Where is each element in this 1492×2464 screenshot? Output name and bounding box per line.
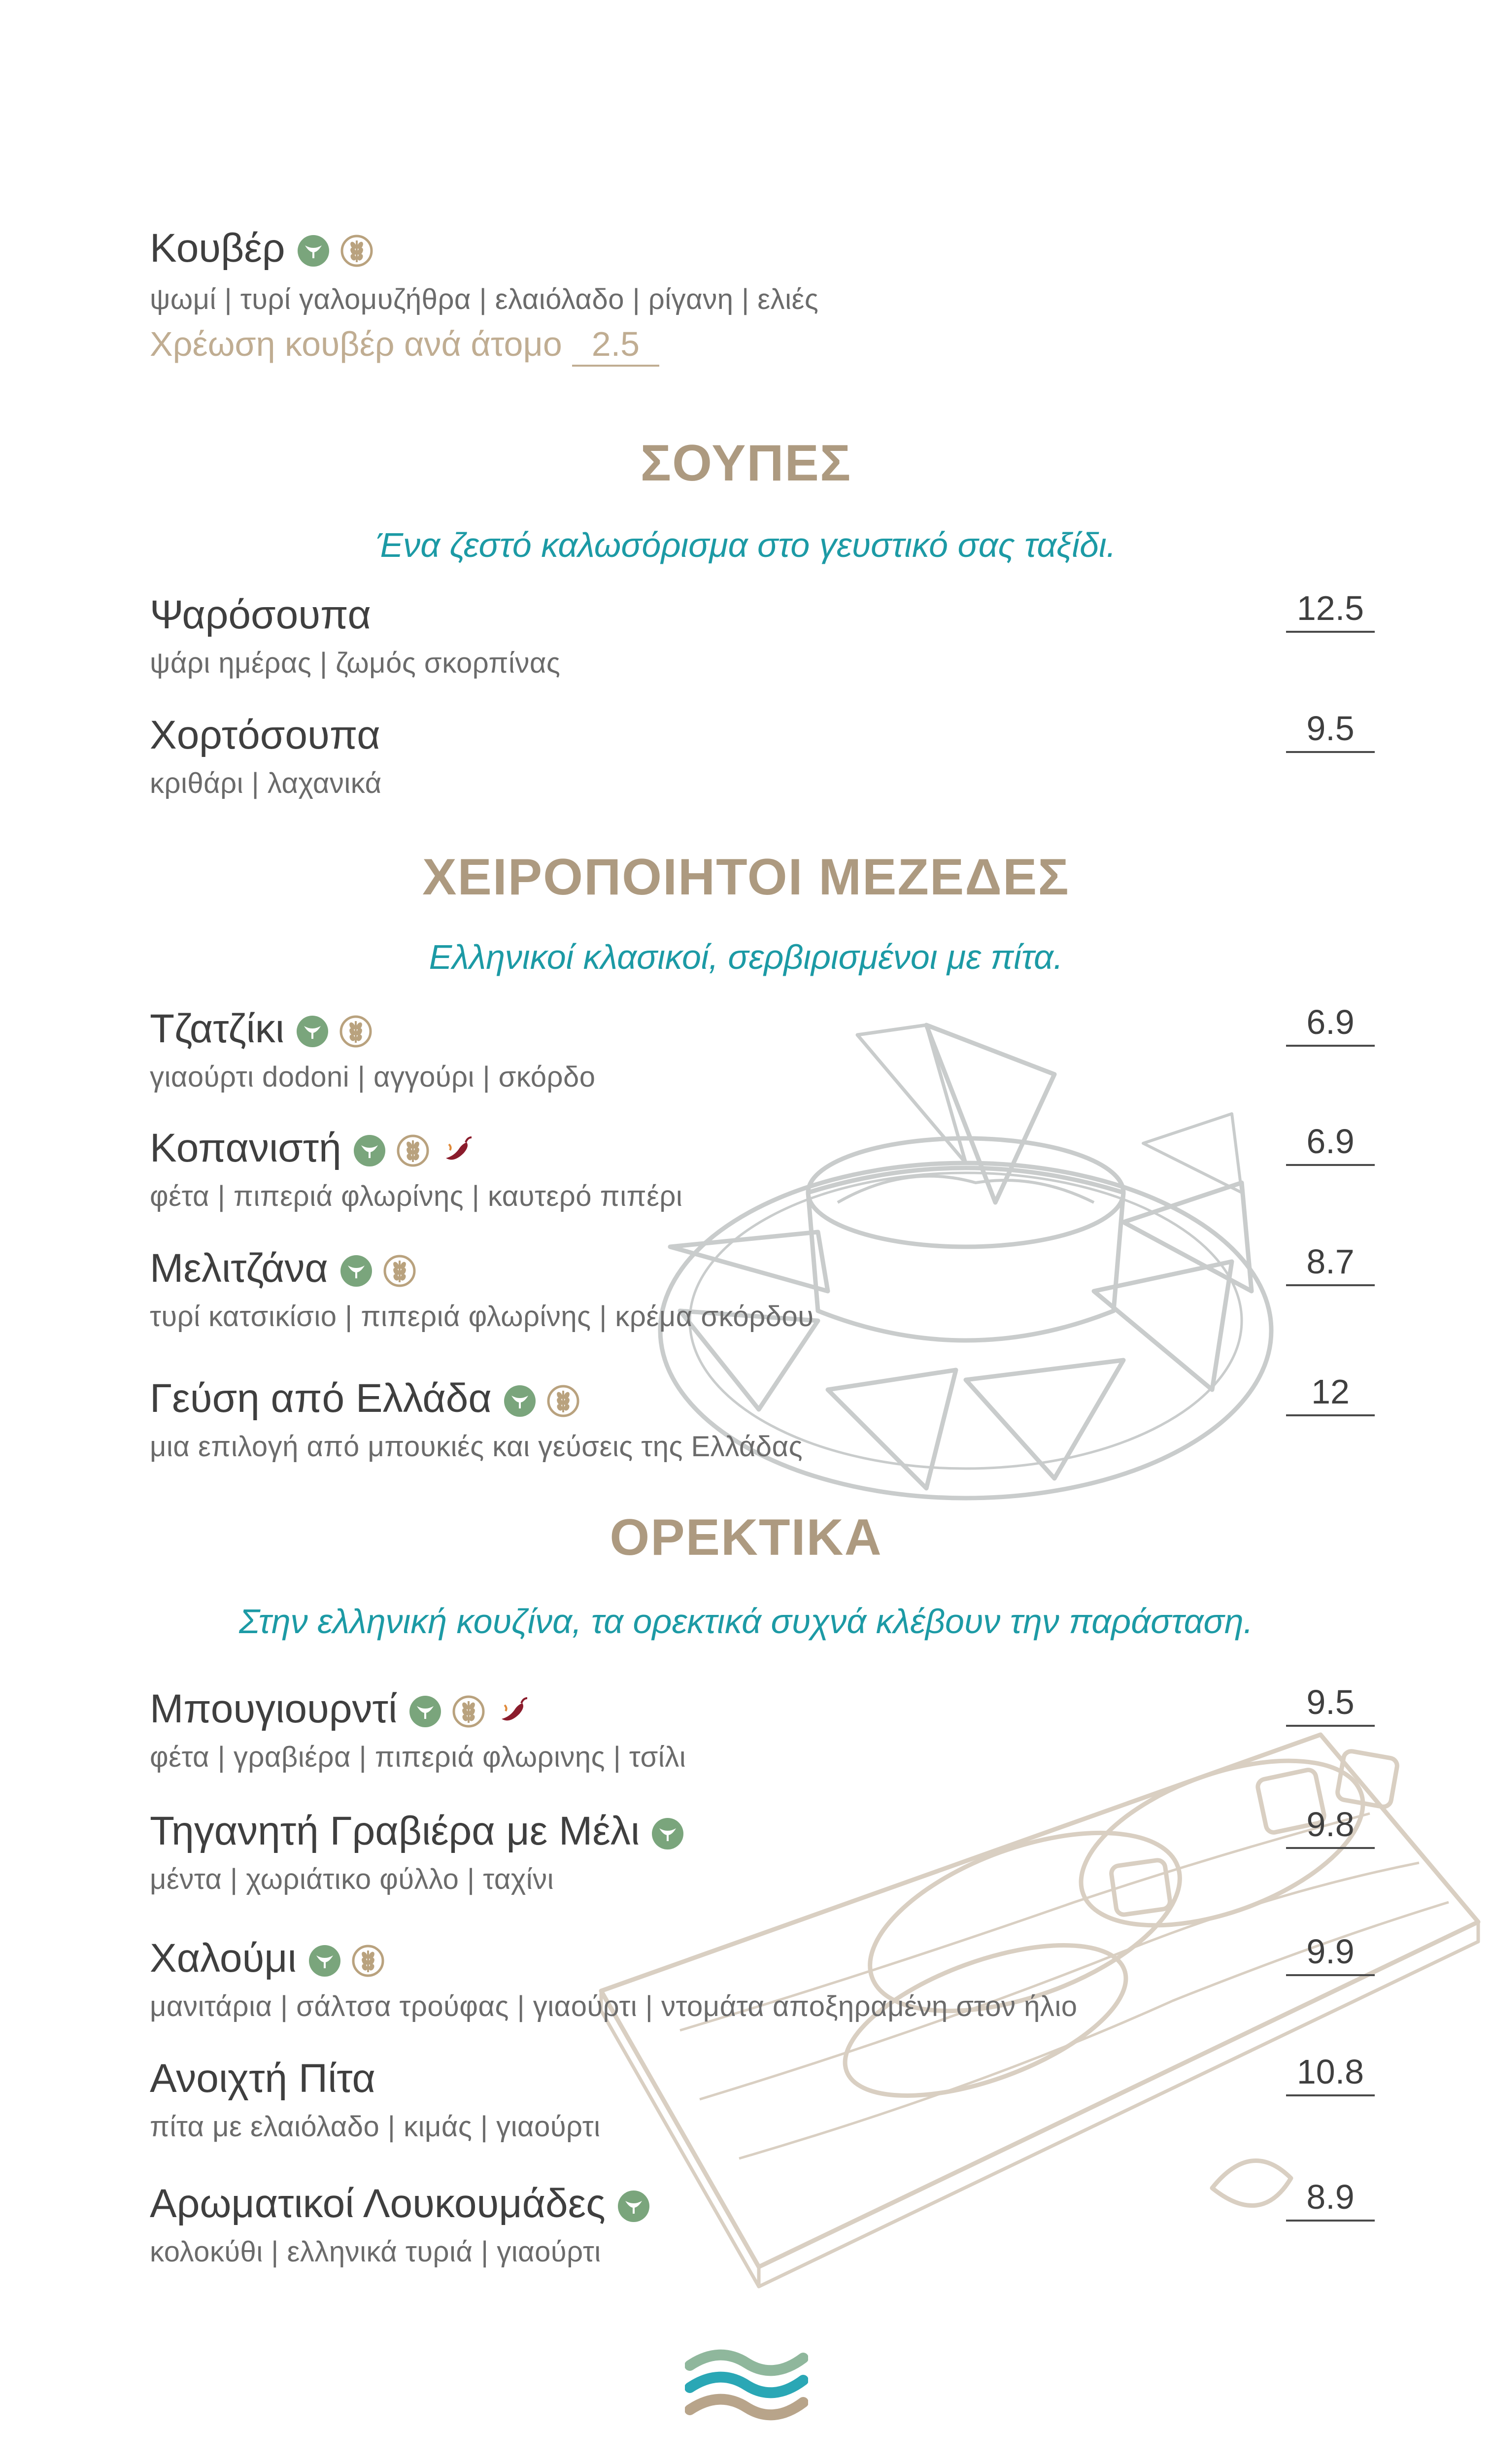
menu-item-description: πίτα με ελαιόλαδο | κιμάς | γιαούρτι — [150, 2111, 601, 2143]
menu-item-description: μια επιλογή από μπουκιές και γεύσεις της Ελλάδας — [150, 1431, 803, 1463]
cover-charge — [150, 323, 659, 367]
menu-item-icons — [650, 1808, 694, 1855]
menu-item-name-row — [150, 591, 382, 639]
section-title-appetizers: ΟΡΕΚΤΙΚΑ — [610, 1509, 882, 1566]
menu-item-name: Ψαρόσουπα — [150, 592, 371, 637]
spicy-icon — [495, 1694, 529, 1729]
section-subtitle-soups: Ένα ζεστό καλωσόρισμα στο γευστικό σας ταξίδι. — [376, 526, 1116, 564]
gluten-icon — [451, 1694, 486, 1729]
section-subtitle-meze: Ελληνικοί κλασικοί, σερβιρισμένοι με πίτα. — [429, 938, 1063, 976]
menu-item-name: Χορτόσουπα — [150, 713, 380, 757]
menu-item-icons — [352, 1125, 482, 1172]
menu-item-icons — [307, 1935, 394, 1982]
menu-item-name: Χαλούμι — [150, 1936, 297, 1981]
cover-description: ψωμί | τυρί γαλομυζήθρα | ελαιόλαδο | ρίγανη | ελιές — [150, 283, 819, 315]
section-title-soups: ΣΟΥΠΕΣ — [640, 435, 852, 492]
gluten-icon — [339, 234, 374, 268]
cover-name-row — [150, 225, 383, 272]
menu-item-price: 9.9 — [1286, 1932, 1375, 1976]
vegetarian-icon — [650, 1816, 685, 1851]
vegetarian-icon — [339, 1254, 373, 1288]
menu-item-name-row — [150, 2055, 386, 2102]
menu-item-icons — [616, 2180, 660, 2227]
menu-item-price: 9.5 — [1286, 1682, 1375, 1727]
menu-item-name: Κοπανιστή — [150, 1126, 341, 1170]
menu-item-description: μανιτάρια | σάλτσα τρούφας | γιαούρτι | ντομάτα αποξηραμένη στον ήλιο — [150, 1990, 1078, 2022]
menu-item-price: 10.8 — [1286, 2052, 1375, 2096]
spicy-icon — [439, 1133, 474, 1168]
menu-item-price: 6.9 — [1286, 1002, 1375, 1047]
menu-item-name: Αρωματικοί Λουκουμάδες — [150, 2181, 606, 2226]
vegetarian-icon — [352, 1133, 387, 1168]
menu-item-price: 6.9 — [1286, 1122, 1375, 1166]
menu-item-name-row — [150, 1125, 482, 1172]
menu-item-name-row — [150, 1685, 538, 1733]
cover-icons — [296, 225, 383, 272]
vegetarian-icon — [503, 1384, 537, 1418]
menu-item-icons — [408, 1685, 538, 1733]
menu-item-description: ψάρι ημέρας | ζωμός σκορπίνας — [150, 647, 561, 679]
cover-charge-value: 2.5 — [572, 323, 659, 367]
menu-item-name: Ανοιχτή Πίτα — [150, 2056, 375, 2101]
gluten-icon — [396, 1133, 430, 1168]
menu-item-price: 9.5 — [1286, 709, 1375, 753]
vegetarian-icon — [408, 1694, 442, 1729]
menu-item-icons — [339, 1245, 426, 1292]
section-subtitle-appetizers: Στην ελληνική κουζίνα, τα ορεκτικά συχνά κλέβουν την παράσταση. — [238, 1602, 1254, 1641]
menu-item-icons — [295, 1005, 382, 1053]
menu-item-icons — [503, 1375, 589, 1422]
menu-item-price: 9.8 — [1286, 1805, 1375, 1849]
menu-item-description: φέτα | πιπεριά φλωρίνης | καυτερό πιπέρι — [150, 1180, 683, 1212]
cover-name: Κουβέρ — [150, 226, 285, 271]
menu-item-name-row — [150, 1245, 426, 1292]
menu-item-price: 8.7 — [1286, 1242, 1375, 1286]
menu-item-name-row — [150, 712, 391, 759]
vegetarian-icon — [295, 1014, 330, 1049]
gluten-icon — [351, 1944, 385, 1978]
menu-item-name: Τζατζίκι — [150, 1006, 284, 1051]
menu-item-price: 8.9 — [1286, 2177, 1375, 2222]
menu-item-description: κολοκύθι | ελληνικά τυριά | γιαούρτι — [150, 2236, 601, 2268]
menu-item-description: φέτα | γραβιέρα | πιπεριά φλωρινης | τσίλι — [150, 1741, 686, 1773]
menu-item-name-row — [150, 1808, 694, 1855]
vegetarian-icon — [307, 1944, 342, 1978]
vegetarian-icon — [616, 2189, 651, 2224]
menu-item-name-row — [150, 1375, 589, 1422]
cover-charge-label: Χρέωση κουβέρ ανά άτομο — [150, 325, 562, 363]
section-title-meze: ΧΕΙΡΟΠΟΙΗΤΟΙ ΜΕΖΕΔΕΣ — [422, 849, 1070, 906]
gluten-icon — [546, 1384, 580, 1418]
menu-item-description: γιαούρτι dodoni | αγγούρι | σκόρδο — [150, 1061, 596, 1093]
gluten-icon — [382, 1254, 417, 1288]
wave-logo-icon — [685, 2336, 808, 2430]
menu-item-price: 12 — [1286, 1372, 1375, 1416]
menu-item-name: Τηγανητή Γραβιέρα με Μέλι — [150, 1809, 640, 1853]
menu-item-description: τυρί κατσικίσιο | πιπεριά φλωρίνης | κρέμα σκόρδου — [150, 1300, 814, 1333]
vegetarian-icon — [296, 234, 331, 268]
menu-item-name-row — [150, 1005, 382, 1053]
menu-item-name: Γεύση από Ελλάδα — [150, 1376, 492, 1421]
menu-item-name-row — [150, 2180, 660, 2227]
gluten-icon — [339, 1014, 373, 1049]
menu-item-description: μέντα | χωριάτικο φύλλο | ταχίνι — [150, 1863, 554, 1895]
menu-item-description: κριθάρι | λαχανικά — [150, 767, 382, 799]
menu-item-name: Μπουγιουρντί — [150, 1686, 398, 1731]
menu-item-name-row — [150, 1935, 394, 1982]
menu-item-name: Μελιτζάνα — [150, 1246, 328, 1291]
menu-item-price: 12.5 — [1286, 588, 1375, 633]
